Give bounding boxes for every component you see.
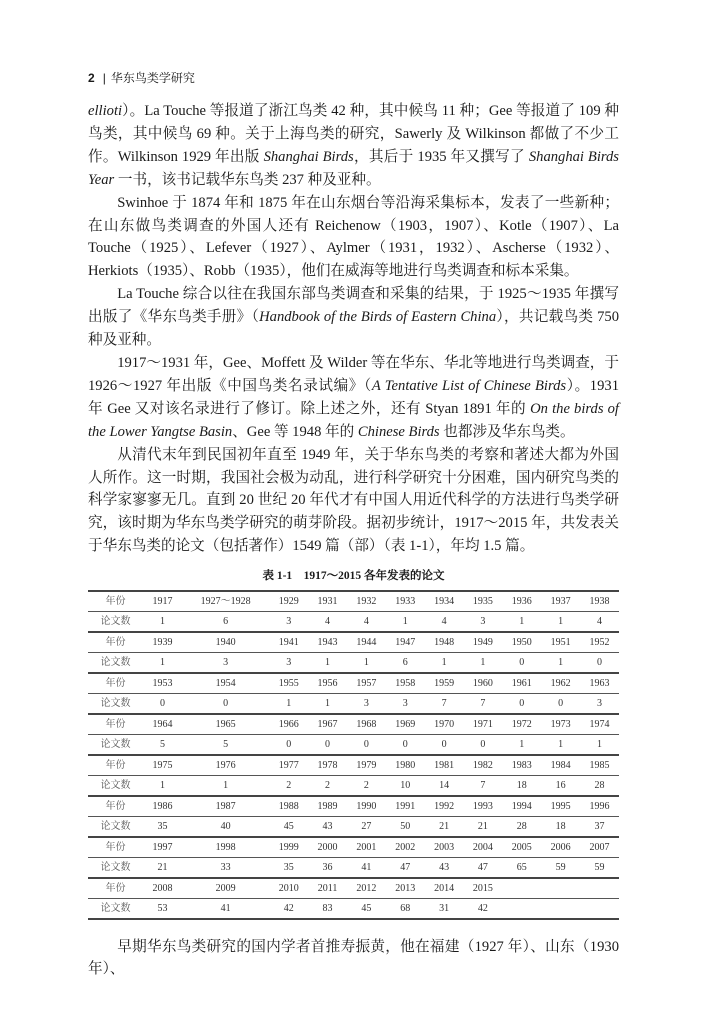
- year-cell: 1997: [143, 837, 182, 858]
- year-cell: 1954: [182, 673, 269, 694]
- year-cell: 2002: [386, 837, 425, 858]
- row-label: 年份: [88, 878, 143, 899]
- count-cell: 35: [143, 817, 182, 838]
- count-cell: 1: [269, 694, 308, 715]
- row-label: 论文数: [88, 899, 143, 920]
- year-cell: 1931: [308, 591, 347, 612]
- year-row: [88, 591, 619, 612]
- year-cell: 1936: [502, 591, 541, 612]
- year-cell: 1992: [425, 796, 464, 817]
- year-cell: 1982: [464, 755, 503, 776]
- count-cell: 42: [269, 899, 308, 920]
- year-cell: 1977: [269, 755, 308, 776]
- year-cell: 1938: [580, 591, 619, 612]
- count-cell: 10: [386, 776, 425, 797]
- count-cell: 6: [386, 653, 425, 674]
- year-cell: 2013: [386, 878, 425, 899]
- count-cell: 59: [541, 858, 580, 879]
- count-cell: 0: [502, 653, 541, 674]
- count-cell: 7: [464, 776, 503, 797]
- year-cell: 1927～1928: [182, 591, 269, 612]
- year-cell: 1973: [541, 714, 580, 735]
- count-cell: 1: [425, 653, 464, 674]
- count-cell: 2: [308, 776, 347, 797]
- year-cell: 1987: [182, 796, 269, 817]
- count-cell: 1: [143, 776, 182, 797]
- text-segment: 、Gee 等 1948 年的: [232, 423, 358, 440]
- count-cell: [541, 899, 580, 920]
- year-cell: 2005: [502, 837, 541, 858]
- count-cell: 43: [425, 858, 464, 879]
- row-label: 年份: [88, 796, 143, 817]
- year-cell: 1932: [347, 591, 386, 612]
- count-cell: 1: [308, 694, 347, 715]
- count-cell: 21: [143, 858, 182, 879]
- paragraph: [88, 352, 619, 444]
- count-cell: 1: [502, 612, 541, 633]
- text-segment: Swinhoe 于 1874 年和 1875 年在山东烟台等沿海采集标本，发表了一些新种；在山东做鸟类调查的外国人还有 Reichenow（1903，1907）、Kotle（1907）、La Touche（1925）、Lefever（1927）、Aylmer（1931，1932）、Ascherse（1932）、Herkiots（1935）、Robb（1935），他们在威海等地进行鸟类调查和标本采集。: [88, 194, 619, 280]
- count-cell: [502, 899, 541, 920]
- year-cell: 1955: [269, 673, 308, 694]
- row-label: 论文数: [88, 858, 143, 879]
- paragraph: [88, 444, 619, 559]
- year-cell: 1988: [269, 796, 308, 817]
- count-cell: 65: [502, 858, 541, 879]
- year-cell: 1956: [308, 673, 347, 694]
- year-cell: 1999: [269, 837, 308, 858]
- count-cell: 42: [464, 899, 503, 920]
- page-number: 2: [88, 71, 95, 85]
- text-segment: La Touche 综合以往在我国东部鸟类调查和采集的结果，于 1925～1935 年撰写出版了《华东鸟类手册》（: [88, 286, 619, 326]
- count-cell: 0: [502, 694, 541, 715]
- count-cell: 36: [308, 858, 347, 879]
- year-cell: 1951: [541, 632, 580, 653]
- count-cell: 1: [143, 653, 182, 674]
- year-cell: 1989: [308, 796, 347, 817]
- year-cell: 1941: [269, 632, 308, 653]
- count-cell: 28: [580, 776, 619, 797]
- year-cell: 2003: [425, 837, 464, 858]
- text-segment: ，其后于 1935 年又撰写了: [353, 148, 529, 165]
- year-cell: 1991: [386, 796, 425, 817]
- row-label: 年份: [88, 673, 143, 694]
- year-cell: 2015: [464, 878, 503, 899]
- count-cell: 3: [182, 653, 269, 674]
- year-cell: 1971: [464, 714, 503, 735]
- count-cell: 2: [269, 776, 308, 797]
- count-cell: 0: [308, 735, 347, 756]
- header-separator: |: [102, 71, 106, 85]
- count-cell: 27: [347, 817, 386, 838]
- count-cell: 0: [541, 694, 580, 715]
- count-cell: 28: [502, 817, 541, 838]
- count-row: [88, 694, 619, 715]
- papers-per-year-table: [88, 590, 619, 920]
- year-cell: 1981: [425, 755, 464, 776]
- count-cell: 40: [182, 817, 269, 838]
- count-cell: 3: [386, 694, 425, 715]
- count-cell: 0: [269, 735, 308, 756]
- year-cell: 1966: [269, 714, 308, 735]
- year-cell: [502, 878, 541, 899]
- text-segment: 也都涉及华东鸟类。: [439, 423, 575, 440]
- year-cell: 1950: [502, 632, 541, 653]
- year-cell: 1961: [502, 673, 541, 694]
- year-row: [88, 878, 619, 899]
- text-segment: 从清代末年到民国初年直至 1949 年，关于华东鸟类的考察和著述大都为外国人所作。这一时期，我国社会极为动乱，进行科学研究十分困难，国内研究鸟类的科学家寥寥无几。直到 20 世纪 20 年代才有中国人用近代科学的方法进行鸟类学研究，该时期为华东鸟类学研究的萌芽阶段。据初步统计，1917～2015 年，共发表关于华东鸟类的论文（包括著作）1549 篇（部）（表 1-1），年均 1.5 篇。: [88, 446, 619, 555]
- count-cell: 4: [347, 612, 386, 633]
- paragraph: [88, 100, 619, 192]
- italic-title: ellioti: [88, 103, 123, 119]
- count-cell: 1: [182, 776, 269, 797]
- year-cell: 1933: [386, 591, 425, 612]
- count-cell: 2: [347, 776, 386, 797]
- body-text: [88, 100, 619, 558]
- year-cell: 1935: [464, 591, 503, 612]
- count-cell: 83: [308, 899, 347, 920]
- italic-title: On the birds of the Lower Yangtse Basin: [88, 400, 619, 440]
- year-cell: 1994: [502, 796, 541, 817]
- count-cell: 1: [386, 612, 425, 633]
- count-cell: 0: [347, 735, 386, 756]
- text-segment: ），共记载鸟类 750 种及亚种。: [88, 309, 619, 349]
- year-cell: 1972: [502, 714, 541, 735]
- year-cell: 1986: [143, 796, 182, 817]
- count-cell: 47: [386, 858, 425, 879]
- count-cell: 4: [580, 612, 619, 633]
- year-row: [88, 755, 619, 776]
- year-cell: 1943: [308, 632, 347, 653]
- year-row: [88, 837, 619, 858]
- italic-title: Shanghai Birds: [263, 148, 354, 165]
- count-cell: 3: [464, 612, 503, 633]
- count-cell: 59: [580, 858, 619, 879]
- text-segment: 1917～1931 年，Gee、Moffett 及 Wilder 等在华东、华北等地进行鸟类调查，于 1926～1927 年出版《中国鸟类名录试编》（: [88, 354, 619, 394]
- year-cell: 1939: [143, 632, 182, 653]
- year-cell: 1998: [182, 837, 269, 858]
- year-row: [88, 673, 619, 694]
- year-cell: 1967: [308, 714, 347, 735]
- row-label: 年份: [88, 837, 143, 858]
- year-cell: 2008: [143, 878, 182, 899]
- count-row: [88, 858, 619, 879]
- year-row: [88, 714, 619, 735]
- count-cell: 50: [386, 817, 425, 838]
- count-cell: 3: [580, 694, 619, 715]
- year-row: [88, 632, 619, 653]
- count-cell: 0: [386, 735, 425, 756]
- count-cell: 1: [347, 653, 386, 674]
- count-cell: 3: [347, 694, 386, 715]
- count-row: [88, 612, 619, 633]
- count-cell: 47: [464, 858, 503, 879]
- count-cell: 0: [464, 735, 503, 756]
- year-cell: 1978: [308, 755, 347, 776]
- row-label: 年份: [88, 591, 143, 612]
- row-label: 论文数: [88, 694, 143, 715]
- row-label: 年份: [88, 632, 143, 653]
- year-cell: 1993: [464, 796, 503, 817]
- year-cell: 1957: [347, 673, 386, 694]
- year-cell: 1947: [386, 632, 425, 653]
- italic-title: A Tentative List of Chinese Birds: [371, 377, 567, 394]
- count-row: [88, 776, 619, 797]
- year-cell: 1963: [580, 673, 619, 694]
- year-cell: 2000: [308, 837, 347, 858]
- count-cell: 6: [182, 612, 269, 633]
- year-cell: [541, 878, 580, 899]
- year-cell: 1996: [580, 796, 619, 817]
- count-cell: 0: [580, 653, 619, 674]
- year-cell: 1983: [502, 755, 541, 776]
- year-cell: 1934: [425, 591, 464, 612]
- count-row: [88, 735, 619, 756]
- count-row: [88, 899, 619, 920]
- count-cell: 3: [269, 653, 308, 674]
- year-cell: 1929: [269, 591, 308, 612]
- year-cell: 1948: [425, 632, 464, 653]
- year-cell: 2014: [425, 878, 464, 899]
- final-paragraph: 早期华东鸟类研究的国内学者首推寿振黄，他在福建（1927 年）、山东（1930 年）、: [88, 939, 619, 978]
- count-cell: 4: [425, 612, 464, 633]
- year-cell: 1975: [143, 755, 182, 776]
- count-cell: 0: [143, 694, 182, 715]
- year-cell: 1979: [347, 755, 386, 776]
- count-cell: 21: [464, 817, 503, 838]
- year-cell: 2006: [541, 837, 580, 858]
- year-cell: 1980: [386, 755, 425, 776]
- year-cell: 1949: [464, 632, 503, 653]
- count-cell: 1: [541, 612, 580, 633]
- count-cell: 0: [425, 735, 464, 756]
- row-label: 年份: [88, 755, 143, 776]
- year-cell: 1944: [347, 632, 386, 653]
- text-segment: ）。La Touche 等报道了浙江鸟类 42 种，其中候鸟 11 种；Gee 等报道了 109 种鸟类，其中候鸟 69 种。关于上海鸟类的研究，Sawerly 及 Wilkinson 都做了不少工作。Wilkinson 1929 年出版: [88, 103, 619, 165]
- year-cell: 1965: [182, 714, 269, 735]
- count-cell: 31: [425, 899, 464, 920]
- count-cell: 1: [580, 735, 619, 756]
- count-cell: [580, 899, 619, 920]
- count-cell: 5: [143, 735, 182, 756]
- row-label: 论文数: [88, 653, 143, 674]
- count-cell: 14: [425, 776, 464, 797]
- count-row: [88, 653, 619, 674]
- year-cell: 2001: [347, 837, 386, 858]
- year-cell: 1990: [347, 796, 386, 817]
- year-cell: 2012: [347, 878, 386, 899]
- year-cell: 1958: [386, 673, 425, 694]
- count-cell: 43: [308, 817, 347, 838]
- year-cell: 1962: [541, 673, 580, 694]
- year-cell: 2009: [182, 878, 269, 899]
- book-title: 华东鸟类学研究: [110, 71, 195, 85]
- count-cell: 18: [502, 776, 541, 797]
- count-cell: 1: [502, 735, 541, 756]
- count-cell: 33: [182, 858, 269, 879]
- year-cell: 1968: [347, 714, 386, 735]
- count-cell: 7: [464, 694, 503, 715]
- row-label: 年份: [88, 714, 143, 735]
- year-cell: 2007: [580, 837, 619, 858]
- year-cell: 1940: [182, 632, 269, 653]
- text-segment: ）。1931 年 Gee 又对该名录进行了修订。除上述之外，还有 Styan 1891 年的: [88, 377, 619, 417]
- year-cell: 1969: [386, 714, 425, 735]
- year-cell: 1964: [143, 714, 182, 735]
- count-cell: 0: [182, 694, 269, 715]
- year-cell: 2004: [464, 837, 503, 858]
- year-cell: 1953: [143, 673, 182, 694]
- count-cell: 4: [308, 612, 347, 633]
- year-cell: 1970: [425, 714, 464, 735]
- count-cell: 21: [425, 817, 464, 838]
- count-cell: 45: [347, 899, 386, 920]
- paragraph: [88, 283, 619, 352]
- table-caption: 表 1-1 1917～2015 各年发表的论文: [262, 570, 445, 583]
- year-cell: 2010: [269, 878, 308, 899]
- year-cell: 1984: [541, 755, 580, 776]
- count-cell: 18: [541, 817, 580, 838]
- count-cell: 5: [182, 735, 269, 756]
- year-row: [88, 796, 619, 817]
- row-label: 论文数: [88, 735, 143, 756]
- year-cell: 1985: [580, 755, 619, 776]
- year-cell: 1952: [580, 632, 619, 653]
- italic-title: Shanghai Birds Year: [88, 148, 619, 188]
- count-cell: 1: [541, 653, 580, 674]
- paragraph: [88, 192, 619, 284]
- count-row: [88, 817, 619, 838]
- running-header: [88, 70, 619, 86]
- count-cell: 35: [269, 858, 308, 879]
- year-cell: 1917: [143, 591, 182, 612]
- text-segment: 一书，该书记载华东鸟类 237 种及亚种。: [114, 171, 381, 188]
- count-cell: 53: [143, 899, 182, 920]
- count-cell: 37: [580, 817, 619, 838]
- count-cell: 3: [269, 612, 308, 633]
- count-cell: 41: [182, 899, 269, 920]
- italic-title: Handbook of the Birds of Eastern China: [259, 309, 497, 326]
- count-cell: 68: [386, 899, 425, 920]
- year-cell: 1959: [425, 673, 464, 694]
- count-cell: 1: [308, 653, 347, 674]
- year-cell: [580, 878, 619, 899]
- count-cell: 1: [464, 653, 503, 674]
- count-cell: 7: [425, 694, 464, 715]
- row-label: 论文数: [88, 776, 143, 797]
- year-cell: 1995: [541, 796, 580, 817]
- count-cell: 1: [541, 735, 580, 756]
- italic-title: Chinese Birds: [357, 423, 440, 440]
- count-cell: 41: [347, 858, 386, 879]
- year-cell: 1974: [580, 714, 619, 735]
- year-cell: 1937: [541, 591, 580, 612]
- count-cell: 45: [269, 817, 308, 838]
- year-cell: 1960: [464, 673, 503, 694]
- year-cell: 2011: [308, 878, 347, 899]
- count-cell: 16: [541, 776, 580, 797]
- count-cell: 1: [143, 612, 182, 633]
- row-label: 论文数: [88, 817, 143, 838]
- year-cell: 1976: [182, 755, 269, 776]
- row-label: 论文数: [88, 612, 143, 633]
